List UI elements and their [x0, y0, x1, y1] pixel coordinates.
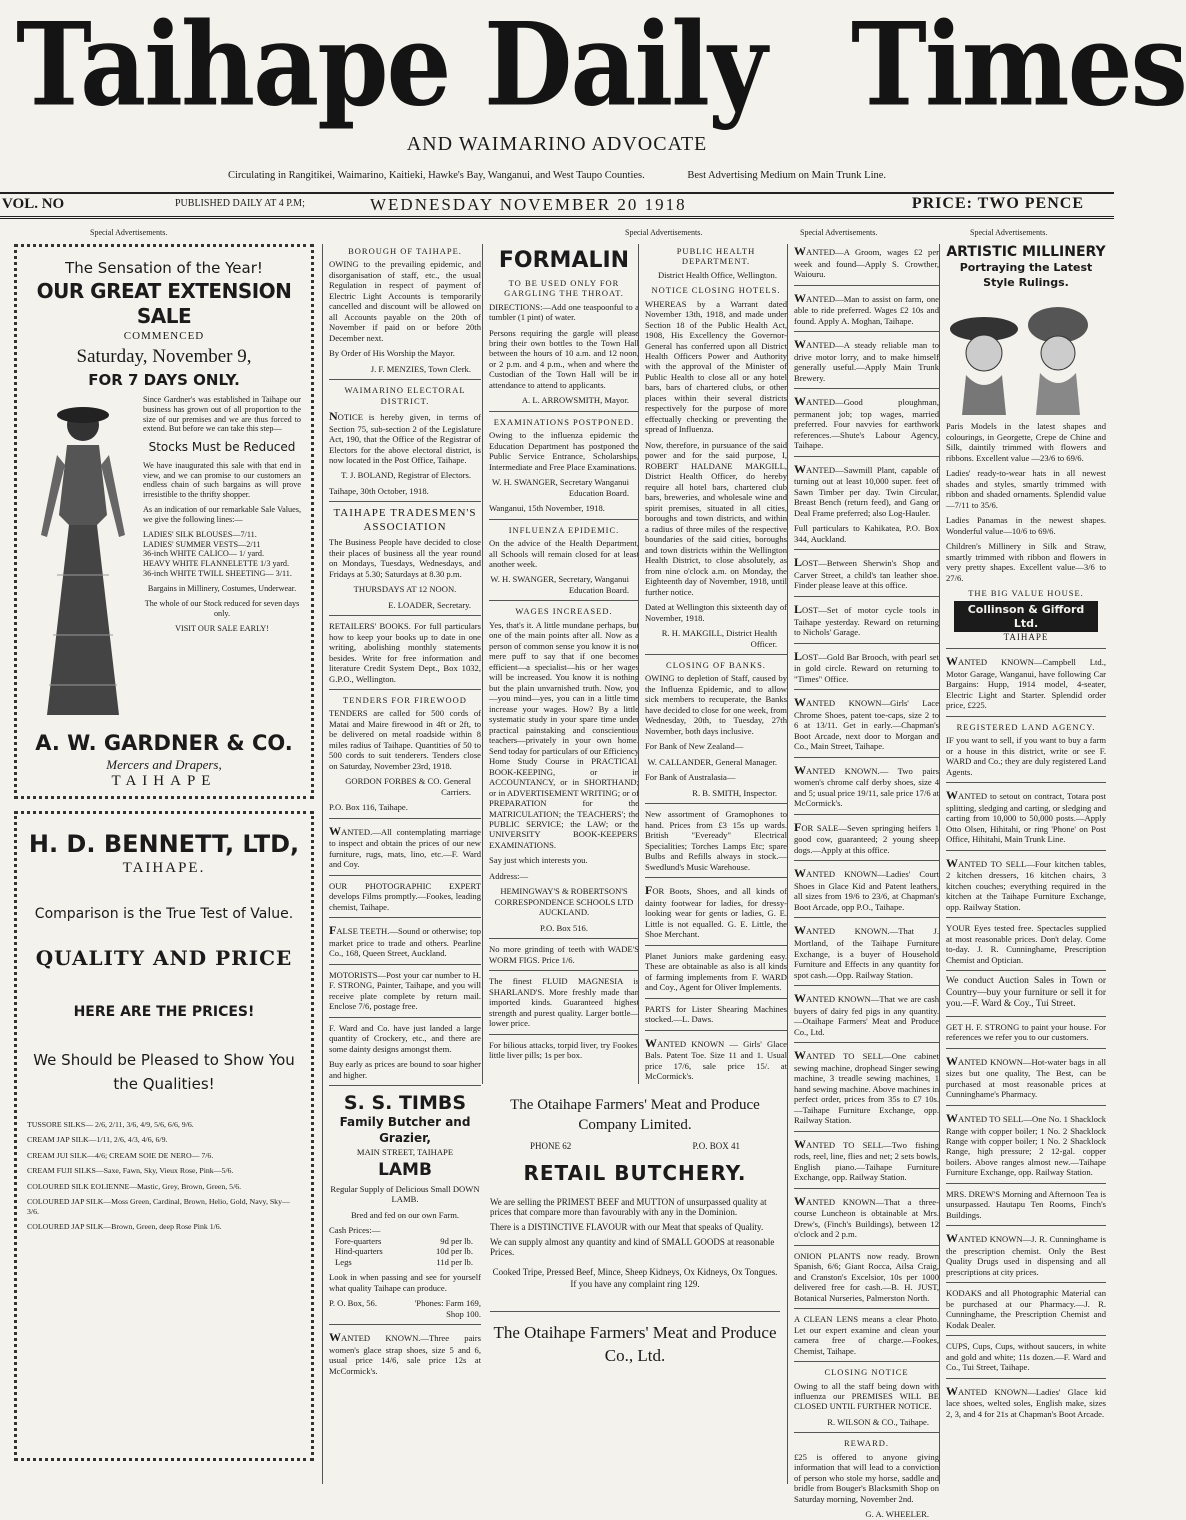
price-row: Legs 11d per lb. — [335, 1256, 473, 1267]
hemingway-box: P.O. Box 516. — [540, 922, 588, 933]
sell-fishing-rods: WANTED TO SELL—Two fishing rods, reel, line, flies and net; 2 sets bowls, English piano.—Taihape Furniture Exchange, opp. Railway Station. — [794, 1136, 939, 1183]
hotels-signature: R. H. MAKGILL, District Health Officer. — [661, 628, 777, 649]
gardner-line: LADIES' SUMMER VESTS—2/11 — [143, 539, 261, 549]
masthead-word-times: Times — [851, 0, 1186, 133]
otaihape-box: P.O. BOX 41 — [692, 1141, 740, 1151]
otaihape-butchery: RETAIL BUTCHERY. — [523, 1161, 747, 1185]
onion-plants: ONION PLANTS now ready. Brown Spanish, 6/6; Giant Rocca, Ailsa Craig, and Cranston's Excelsior, 10s per 1000 delivered free for cash.—B. H. JUST, Botanical Nurseries, Palmerston North. — [794, 1250, 939, 1303]
gardner-town: TAIHAPE — [111, 773, 217, 790]
timbs-lamb: LAMB — [378, 1160, 432, 1181]
volume-label: VOL. NO — [2, 196, 65, 212]
closing-notice: Owing to all the staff being down with influenza our PREMISES WILL BE CLOSED UNTIL FURTHER NOTICE. — [794, 1380, 939, 1412]
otaihape-bottom-name: The Otaihape Farmers' Meat and Produce Co., Ltd. — [490, 1311, 780, 1368]
silk-price-line: CREAM JAP SILK—1/11, 2/6, 4/3, 4/6, 6/9. — [27, 1135, 168, 1145]
wanted-court-shoes: WANTED KNOWN—Ladies' Court Shoes in Glace Kid and Patent leathers, all sizes from 19/6 to 23/6, at Chapman's Boot Arcade, opp P.O., Taihape. — [794, 866, 939, 912]
tradesmen-notice: The Business People have decided to close their places of business all the year round on Mondays, Tuesdays, Wednesdays, and Fridays at 5.30; Saturdays at 8.30 p.m. — [329, 537, 481, 579]
otaihape-complaint: If you have any complaint ring 129. — [570, 1279, 700, 1289]
wanted-pigs: WANTED KNOWN—That we are cash buyers of dairy fed pigs in any quantity.—Otaihape Farmers' Meat and Produce Co., Ltd. — [794, 991, 939, 1037]
gardner-date: Saturday, November 9, — [76, 346, 252, 368]
special-label: Special Advertisements. — [970, 228, 1048, 237]
hemingway-schools: HEMINGWAY'S & ROBERTSON'S CORRESPONDENCE SCHOOLS LTD AUCKLAND. — [494, 886, 634, 918]
wages-address: Address:— — [489, 870, 529, 881]
published-label: PUBLISHED DAILY AT 4 P.M; — [175, 198, 305, 209]
gardner-advert — [14, 244, 314, 799]
reward-notice: £25 is offered to anyone giving information that will lead to a conviction of person who stole my horse, saddle and bridle from Bouger's Blacksmith Shop on Saturday morning, November 2nd. — [794, 1451, 939, 1504]
wanted-kid-shoes: WANTED KNOWN—Ladies' Glace kid lace shoes, welted soles, English make, sizes 2, 3, and 4 for 21s at Chapman's Boot Arcade. — [946, 1383, 1106, 1419]
exams-date: Wanganui, 15th November, 1918. — [489, 503, 605, 514]
ward-buy-early: Buy early as prices are bound to soar higher and higher. — [329, 1059, 481, 1080]
gardner-stocks-heading: Stocks Must be Reduced — [148, 440, 296, 455]
fluid-magnesia: The finest FLUID MAGNESIA is SHARLAND'S. More freshly made than imported kinds. Guaranteed highest strength and purest quality. Larger bottle—lower price. — [489, 976, 639, 1029]
auction-sales: We conduct Auction Sales in Town or Country—buy your furniture or sell it for you.—F. Ward & Coy., Tui Street. — [946, 976, 1106, 1010]
column-6 — [939, 244, 1106, 1484]
lost-brooch: LOST—Gold Bar Brooch, with pearl set in gold circle. Reward on returning to "Times" Office. — [794, 648, 939, 684]
gardner-sale-title: OUR GREAT EXTENSION SALE — [36, 279, 292, 328]
wanted-lace-shoes: WANTED KNOWN—Girls' Lace Chrome Shoes, patent toe-caps, size 2 to 6 at 13/11. Get in early.—Chapman's Boot Arcade, next door to Morgan and Co., Main Street, Taihape. — [794, 695, 939, 752]
wanted-farm-man: WANTED—Man to assist on farm, one able to ride preferred. Wages £2 10s and found. Apply A. Moghan, Taihape. — [794, 290, 939, 326]
wanted-mortland: WANTED KNOWN.—That J. Mortland, of the Taihape Furniture Exchange, is a buyer of Household Furniture and Effects in any quantity for spot cash.—Opp. Railway Station. — [794, 923, 939, 980]
formalin-signature: A. L. ARROWSMITH, Mayor. — [521, 395, 629, 406]
ladies-panamas: Ladies Panamas in the newest shapes. Wonderful value—10/6 to 69/6. — [946, 515, 1106, 536]
collinson-town: TAIHAPE — [1003, 632, 1049, 643]
woman-figure-illustration — [27, 395, 139, 725]
wanted-derby-shoes: WANTED KNOWN.— Two pairs women's chrome calf derby shoes, size 4 and 5; usual price 19/11, sale price 17/6 at McCormick's. — [794, 762, 940, 809]
hotels-notice-2: Now, therefore, in pursuance of the said power and for the said purpose, I, ROBERT HALDANE MAKGILL, District Health Officer, do hereby require all hotel bars, chartered club bars, breweries, and wholesale wine and spirit premises, situated in all cities, boroughs and town districts, and within a radius of three miles of the respective boundaries of the said cities, boroughs and town districts within the Wellington Health District, to close absolutely, as from nine o'clock a.m. on Monday, the Eighteenth day of November, 1918, until further notice. — [645, 439, 787, 597]
special-label: Special Advertisements. — [90, 228, 168, 237]
influenza-heading: INFLUENZA EPIDEMIC. — [508, 524, 620, 535]
otaihape-selling: We are selling the PRIMEST BEEF and MUTTON of unsurpassed quality at prices that compare more than favourably with any in the Dominion. — [490, 1197, 767, 1217]
timbs-phones: 'Phones: Farm 169, Shop 100. — [414, 1298, 481, 1319]
timbs-price-list — [329, 1236, 481, 1267]
mrs-drews-tea: MRS. DREW'S Morning and Afternoon Tea is unsurpassed. Hautapu Ten Rooms, Finch's Buildings. — [946, 1188, 1107, 1220]
gardner-mercers: Mercers and Drapers, — [106, 756, 222, 772]
masthead-word-daily: Daily — [484, 0, 766, 133]
circulation-line — [0, 170, 1114, 181]
bennett-advert — [14, 811, 314, 1461]
timbs-fed: Bred and fed on our own Farm. — [350, 1209, 460, 1220]
lister-parts: PARTS for Lister Shearing Machines stocked.—L. Daws. — [645, 1003, 787, 1025]
otaihape-cooked: Cooked Tripe, Pressed Beef, Mince, Sheep Kidneys, Ox Kidneys, Ox Tongues. — [492, 1267, 778, 1277]
otaihape-supply: We can supply almost any quantity and kind of SMALL GOODS at reasonable Prices. — [490, 1237, 775, 1257]
wanted-groom: WANTED—A Groom, wages £2 per week and found—Apply S. Crowther, Waiouru. — [794, 244, 939, 280]
collinson-logo: Collinson & Gifford Ltd. — [954, 601, 1098, 632]
wages-text: Yes, that's it. A little mundane perhaps, but one of the main points after all. Now as a person of common sense you know it is not mere puff to say that if one becomes efficient—a specialist—his or her wages will be increased. You know it is nothing but the plain unvarnished truth. Now, you—you mind—yes, you can in a little time increase your wages. How? By a little systematic study in your spare time under practical painstaking and conscientious teachers—privately in your own home. Send today for particulars of our Efficiency Home Study Course in PRACTICAL BOOK-KEEPING, or in ACCOUNTANCY, or in SHORTHAND; or in ADVERTISEMENT WRITING; or of PREPARATION for the MATRICULATION; the TEACHERS'; the PUBLIC SERVICE; the LAW; or the UNIVERSITY BOOK-KEEPERS' EXAMINATIONS. — [489, 619, 639, 850]
tenders-signature: GORDON FORBES & CO. General Carriers. — [345, 776, 471, 797]
cups: CUPS, Cups, Cups, without saucers, in white and gold and white; 11s dozen.—F. Ward and Co., Tui Street, Taihape. — [946, 1341, 1106, 1373]
exams-signature: W. H. SWANGER, Secretary Wanganui Education Board. — [491, 477, 629, 498]
borough-order: By Order of His Worship the Mayor. — [329, 348, 455, 359]
timbs-supply: Regular Supply of Delicious Small DOWN LAMB. — [330, 1183, 480, 1205]
closing-signature: R. WILSON & CO., Taihape. — [827, 1416, 929, 1427]
electoral-date: Taihape, 30th October, 1918. — [329, 485, 429, 496]
health-office: District Health Office, Wellington. — [657, 269, 777, 280]
gardner-paragraph: We have inaugurated this sale with that end in view, and we can promise to our customers an endless chain of such bargains as will prove irresistible to the thrifty shopper. — [143, 460, 301, 500]
dateline — [0, 192, 1114, 219]
formalin-persons: Persons requiring the gargle will please bring their own bottles to the Town Hall between the hours of 10 a.m. and 12 noon, or 2 p.m. and 4 p.m., when and where the Custodian of the Town Hall will be in attendance to attend to applicants. — [489, 327, 639, 390]
wanted-marriage: WANTED.—All contemplating marriage to inspect and obtain the prices of our new furniture, rugs, mats, lino, etc.—F. Ward and Coy. — [329, 823, 481, 870]
formalin-directions: DIRECTIONS:—Add one teaspoonful to a tumbler (1 pint) of water. — [489, 301, 639, 323]
hotels-dated: Dated at Wellington this sixteenth day of November, 1918. — [645, 602, 787, 623]
worm-figs: No more grinding of teeth with WADE'S WORM FIGS. Price 1/6. — [489, 944, 639, 965]
otaihape-contact — [490, 1141, 780, 1151]
banks-notice: OWING to depletion of Staff, caused by the Influenza Epidemic, and to allow sick members to recuperate, the Banks have decided to close for one week, from Wednesday, 20th, to Tuesday, 27th November, both days inclusive. — [645, 673, 787, 736]
boots-shoes: FOR Boots, Shoes, and all kinds of dainty footwear for ladies, for dressy-looking wear for gents or ladies, G. E. Little is not equalled. G. E. Little, the Shoe Merchant. — [645, 883, 787, 940]
childrens-millinery: Children's Millinery in Silk and Straw, smartly trimmed with ribbon and flowers in very pretty shapes. Excellent value—3/6 to 27/6. — [946, 541, 1106, 583]
wages-heading: WAGES INCREASED. — [515, 606, 613, 617]
silk-price-line: COLOURED JAP SILK—Brown, Green, deep Rose Pink 1/6. — [27, 1222, 222, 1232]
timbs-sub2: Grazier, — [379, 1131, 431, 1146]
column-4 — [638, 244, 787, 1084]
hotels-notice: WHEREAS by a Warrant dated November 13th, 1918, and made under Section 18 of the Public Health Act, 1908, His Excellency the Governor-General has conferred upon all District Health Officers Power and Authority with the approval of the Minister of Public Health to close all or any hotel bars, bars of chartered clubs, or other places within their several districts respectively for the purpose of more effectually checking or preventing the spread of Influenza. — [645, 298, 787, 435]
ward-crockery: F. Ward and Co. have just landed a large quantity of Crockery, etc., and there are some dainty designs amongst them. — [329, 1022, 481, 1054]
gardner-indication: As an indication of our remarkable Sale Values, we give the following lines:— — [143, 505, 301, 524]
bennett-quality: QUALITY AND PRICE — [35, 945, 293, 970]
borough-signature: J. F. MENZIES, Town Clerk. — [370, 363, 471, 374]
gramophones: New assortment of Gramophones to hand. Prices from £3 15s up wards. British "Eveready" Electrical Specialities; Torches Lamps Etc; spare Bulbs and Refills always in stock.—Swedlund's Music Warehouse. — [645, 809, 787, 872]
bennett-town: TAIHAPE. — [122, 860, 206, 877]
column-1 — [14, 244, 314, 1484]
banks-nz: For Bank of New Zealand— — [645, 741, 744, 752]
gardner-whole-stock: The whole of our Stock reduced for seven days only. — [144, 598, 300, 618]
special-label: Special Advertisements. — [625, 228, 703, 237]
tradesmen-signature: E. LOADER, Secretary. — [388, 599, 471, 610]
tenders-notice: TENDERS are called for 500 cords of Matai and Maire firewood in 4ft or 2ft, to be delivered on metal roadside within 8 miles radius of Taihape. Quantities of 50 to 500 cords to suit tenderers. Tenders close on Saturday, November 23rd, 1918. — [329, 708, 481, 771]
wanted-hot-water-bags: WANTED KNOWN—Hot-water bags in all sizes but one quality, The Best, can be purchased at most reasonable prices at Cunninghame's Pharmacy. — [946, 1053, 1106, 1100]
bennett-silk-list — [27, 1120, 301, 1232]
timbs-contact — [329, 1298, 481, 1319]
wages-say: Say just which interests you. — [489, 855, 588, 866]
tradesmen-heading: TAIHAPE TRADESMEN'S ASSOCIATION — [333, 507, 477, 533]
bennett-company-name: H. D. BENNETT, LTD, — [28, 830, 300, 858]
electoral-notice: NOTICE is hereby given, in terms of Section 75, sub-section 2 of the Legislature Act, 190, that the Office of the Registrar of Electors for the above electoral district, is now located in the Post Office, Taihape. — [329, 408, 481, 465]
strong-painter: GET H. F. STRONG to paint your house. For references we refer you to our customers. — [946, 1021, 1106, 1043]
gardner-company-name: A. W. GARDNER & CO. — [35, 730, 293, 755]
sell-kitchen: WANTED TO SELL—Four kitchen tables, 2 kitchen dressers, 16 kitchen chairs, 3 kitchen couches; everything required in the kitchen at the Taihape Furniture Exchange, opp. Railway Station. — [946, 855, 1106, 912]
ready-to-wear: Ladies' ready-to-wear hats in all newest shades and styles, smartly trimmed with ribbon and shaded ornaments. Splendid value—7/11 to 35/6. — [946, 468, 1106, 510]
silk-price-line: CREAM FUJI SILKS—Saxe, Fawn, Sky, Vieux Rose, Pink—5/6. — [27, 1166, 234, 1176]
liver-pills: For bilious attacks, torpid liver, try Fookes' little liver pills; 1s per box. — [489, 1039, 639, 1061]
gardner-intro: Since Gardner's was established in Taihape our business has grown out of all proportion to the size of our premises and we are thus forced to extend. But before we can take this step— — [143, 394, 301, 434]
electoral-signature: T. J. BOLAND, Registrar of Electors. — [341, 470, 471, 481]
otaihape-phone: PHONE 62 — [530, 1141, 572, 1151]
silk-price-line: COLOURED JAP SILK—Moss Green, Cardinal, Brown, Helio, Gold, Navy, Sky—3/6. — [27, 1197, 290, 1216]
column-3 — [482, 244, 639, 1084]
eyes-tested: YOUR Eyes tested free. Spectacles supplied at most reasonable prices. Don't delay. Come to-day. J. R. Cunninghame, Prescription Chemist and Optician. — [946, 923, 1106, 965]
masthead-word-taihape: Taihape — [16, 0, 450, 133]
price-row: Hind-quarters 10d per lb. — [335, 1246, 473, 1257]
timbs-street: MAIN STREET, TAIHAPE — [356, 1146, 454, 1157]
land-agency: IF you want to sell, if you want to buy a farm or a house in this district, write or see F. WARD and Co.; they are duly registered Land Agents. — [946, 735, 1106, 777]
silk-price-line: COLOURED SILK EOLIENNE—Mastic, Grey, Brown, Green, 5/6. — [27, 1181, 242, 1191]
reward-signature: G. A. WHEELER. — [865, 1509, 929, 1520]
sell-sewing-machines: WANTED TO SELL—One cabinet sewing machine, drophead Singer sewing machine, 3 treadle sewing machines, 1 hand sewing machine. Above machines in perfect order, prices from 35s to £7 10s.—Taihape Furniture Exchange, opp. Railway Station. — [794, 1048, 939, 1126]
sawmill-particulars: Full particulars to Kahikatea, P.O. Box 344, Auckland. — [794, 523, 939, 544]
best-medium-text: Best Advertising Medium on Main Trunk Line. — [687, 170, 887, 181]
for-sale-heifers: FOR SALE—Seven springing heifers 1 good cow, guaranteed; 2 young sheep dogs.—Apply at this office. — [794, 819, 939, 855]
sell-shacklock: WANTED TO SELL—One No. 1 Shacklock Range with copper boiler; 1 No. 2 Shacklock Range with copper boiler; 1 No. 2 Shacklock Range, high pressure; 2 12-gal. copper boilers. Above ranges almost new.—Taihape Furniture Exchange, opp. Railway Station. — [946, 1110, 1106, 1178]
wanted-posts: WANTED to setout on contract, Totara post splitting, sledging and carting, or sledging and carting from 10,000 to 50,000 posts.—Apply Otto Olsen, Hihitahi, or ring 'Phone' on Post Office, Hihitahi, Main Trunk Line. — [946, 788, 1106, 845]
wanted-campbell-cars: WANTED KNOWN—Campbell Ltd., Motor Garage, Wanganui, have following Car Bargains: Hupp, 1914 model, 4-seater, Electric Light and Starter. Splendid order price, £225. — [946, 654, 1106, 711]
lost-shoe: LOST—Between Sherwin's Shop and Carver Street, a child's tan leather shoe. Finder please leave at this office. — [794, 555, 939, 591]
millinery-heading: ARTISTIC MILLINERY — [946, 244, 1106, 260]
gardner-line: 36-inch WHITE TWILL SHEETING— 3/11. — [143, 569, 292, 579]
silk-price-line: CREAM JUI SILK—4/6; CREAM SOIE DE NERO— 7/6. — [27, 1150, 214, 1160]
wanted-luncheon: WANTED KNOWN—That a three-course Luncheon is obtainable at Mrs. Drew's, (Finch's Buildings), between 12 o'clock and 2 p.m. — [794, 1193, 939, 1240]
formalin-heading: FORMALIN — [498, 248, 630, 273]
timbs-name: S. S. TIMBS — [343, 1092, 467, 1115]
gardner-line: HEAVY WHITE FLANNELETTE 1/3 yard. — [143, 559, 290, 569]
false-teeth: FALSE TEETH.—Sound or otherwise; top market price to trade and others. Pearline Co., 168, Queen Street, Auckland. — [329, 923, 481, 959]
influenza-notice: On the advice of the Health Department, all Schools will remain closed for at least another week. — [489, 538, 639, 569]
timbs-look: Look in when passing and see for yourself what quality Taihape can produce. — [329, 1272, 481, 1293]
millinery-portray-2: Style Rulings. — [983, 275, 1069, 289]
price-row: Fore-quarters 9d per lb. — [335, 1235, 473, 1246]
otaihape-name: The Otaihape Farmers' Meat and Produce Company Limited. — [510, 1097, 760, 1133]
column-5 — [787, 244, 940, 1520]
masthead — [6, 0, 1186, 133]
gardner-visit: VISIT OUR SALE EARLY! — [175, 623, 269, 633]
circulation-text: Circulating in Rangitikei, Waimarino, Kaitieki, Hawke's Bay, Wanganui, and West Taupo Counties. — [227, 170, 645, 181]
timbs-box: P. O. Box, 56. — [329, 1298, 377, 1309]
kodaks: KODAKS and all Photographic Material can be purchased at our Pharmacy.—J. R. Cunninghame, the Prescription Chemist and Kodak Dealer. — [946, 1288, 1106, 1330]
closing-notice-heading: CLOSING NOTICE — [824, 1367, 909, 1378]
lost-tools: LOST—Set of motor cycle tools in Taihape yesterday. Reward on returning to Nichols' Garage. — [794, 601, 939, 638]
motorists: MOTORISTS—Post your car number to H. F. STRONG, Painter, Taihape, and you will receive plate complete by return mail. Enclose 7/6, postage free. — [329, 969, 481, 1012]
gardner-commenced: COMMENCED — [123, 330, 205, 343]
special-ads-labels — [0, 228, 1114, 240]
wanted-strap-shoes: WANTED KNOWN.—Three pairs women's glace strap shoes, size 5 and 6, usual price 14/6, sale price 12s at McCormick's. — [329, 1330, 481, 1376]
timbs-sub1: Family Butcher and — [339, 1115, 471, 1130]
bennett-comparison: Comparison is the True Test of Value. — [34, 905, 294, 922]
gardner-sensation: The Sensation of the Year! — [65, 259, 263, 277]
otaihape-flavour: There is a DISTINCTIVE FLAVOUR with our Meat that speaks of Quality. — [490, 1222, 764, 1232]
millinery-portray-1: Portraying the Latest — [959, 261, 1093, 275]
reward-heading: REWARD. — [843, 1438, 889, 1449]
banks-aus-signature: R. B. SMITH, Inspector. — [692, 787, 777, 798]
wanted-ploughman: WANTED—Good ploughman, permanent job; top wages, married preferred. Four navvies for earthwork references.—Shute's Labour Agency, Taihape. — [794, 394, 939, 451]
exams-notice: Owing to the influenza epidemic the Education Department has postponed the Public Service Entrance, Scholarships, Intermediate and Free Place Examinations. — [489, 430, 639, 472]
wanted-sawmill: WANTED—Sawmill Plant, capable of turning out at least 10,000 super. feet of Sawn Timber per day. Twin Circular, Breast Bench (return feed), and Gang or Deal Frame preferred; also Log-Hauler. — [794, 461, 939, 518]
gardner-text — [139, 395, 301, 725]
planet-juniors: Planet Juniors make gardening easy. These are obtainable as also is all kinds of farming implements from F. WARD and Coy., Agent for Oliver Implements. — [645, 950, 787, 993]
issue-price: PRICE: TWO PENCE — [911, 195, 1084, 212]
photographic-expert: OUR PHOTOGRAPHIC EXPERT develops Films promptly.—Fookes, leading chemist, Taihape. — [329, 880, 481, 912]
exams-heading: EXAMINATIONS POSTPONED. — [493, 416, 635, 427]
tenders-heading: TENDERS FOR FIREWOOD — [343, 695, 467, 706]
masthead-subtitle: AND WAIMARINO ADVOCATE — [406, 133, 708, 155]
gardner-line: 36-inch WHITE CALICO— 1/ yard. — [143, 549, 265, 559]
wanted-cunninghame: WANTED KNOWN—J. R. Cunninghame is the prescription chemist. Only the Best Quality Drugs used in dispensing and all prescriptions at city prices. — [946, 1231, 1106, 1277]
timbs-cash: Cash Prices:— — [329, 1225, 381, 1236]
wanted-lorry-driver: WANTED—A steady reliable man to drive motor lorry, and to make himself generally useful.—Apply Main Trunk Brewery. — [794, 337, 939, 383]
silk-price-line: TUSSORE SILKS— 2/6, 2/11, 3/6, 4/9, 5/6, 6/6, 9/6. — [27, 1119, 194, 1129]
gardner-body — [27, 395, 301, 725]
banks-nz-signature: W. CALLANDER, General Manager. — [647, 756, 777, 767]
bennett-here-prices: HERE ARE THE PRICES! — [73, 1004, 255, 1021]
formalin-sub: TO BE USED ONLY FOR GARGLING THE THROAT. — [504, 277, 624, 299]
influenza-signature: W. H. SWANGER, Secretary, Wanganui Education Board. — [490, 574, 629, 595]
land-agency-heading: REGISTERED LAND AGENCY. — [956, 721, 1096, 732]
column-2 — [322, 244, 481, 1484]
wanted-glace-bals: WANTED KNOWN — Girls' Glace Bals. Patent Toe. Size 11 and 1. Usual price 17/6, sale price 15/. at McCormick's. — [645, 1035, 787, 1082]
tenders-box: P.O. Box 116, Taihape. — [329, 802, 408, 813]
paris-models: Paris Models in the latest shapes and colourings, in Georgette, Crepe de Chine and Silk, daintily trimmed with flowers and ribbons. Excellent value —23/6 to 69/6. — [946, 421, 1106, 463]
special-label: Special Advertisements. — [800, 228, 878, 237]
gardner-line: LADIES' SILK BLOUSES—7/11. — [143, 529, 257, 539]
issue-date: WEDNESDAY NOVEMBER 20 1918 — [370, 195, 687, 214]
gardner-bargains: Bargains in Millinery, Costumes, Underwear. — [147, 584, 297, 593]
banks-aus: For Bank of Australasia— — [645, 772, 736, 783]
health-dept-heading: PUBLIC HEALTH DEPARTMENT. — [676, 246, 756, 267]
borough-heading: BOROUGH OF TAIHAPE. — [348, 246, 462, 256]
closing-hotels-heading: NOTICE CLOSING HOTELS. — [651, 285, 781, 296]
electoral-heading: WAIMARINO ELECTORAL DISTRICT. — [344, 385, 466, 406]
gardner-days: FOR 7 DAYS ONLY. — [88, 370, 240, 389]
bennett-pleased: We Should be Pleased to Show You the Qualities! — [33, 1051, 295, 1093]
clean-lens: A CLEAN LENS means a clear Photo. Let our expert examine and clean your camera free of charge.—Fookes, Chemist, Taihape. — [794, 1314, 939, 1356]
big-value-house: THE BIG VALUE HOUSE. — [968, 588, 1084, 599]
tradesmen-thursdays: THURSDAYS AT 12 NOON. — [353, 584, 457, 595]
banks-heading: CLOSING OF BANKS. — [666, 660, 766, 671]
hat-models-illustration — [946, 295, 1096, 415]
otaihape-advert — [490, 1090, 780, 1490]
borough-notice: OWING to the prevailing epidemic, and disorganisation of staff, etc., the usual Regulation in respect of payment of Electric Light Accounts is temporarily cancelled and discount will be allowed on all Accounts payable on the 20th of November if paid on or before 20th December next. — [329, 259, 481, 343]
otaihape-body — [490, 1197, 780, 1257]
retailers-books: RETAILERS' BOOKS. For full particulars how to keep your books up to date in one writing, abolishing monthly statements besides. Write for free information and literature Credit System Dept., Box 1032, G.P.O., Wellington. — [329, 621, 481, 684]
